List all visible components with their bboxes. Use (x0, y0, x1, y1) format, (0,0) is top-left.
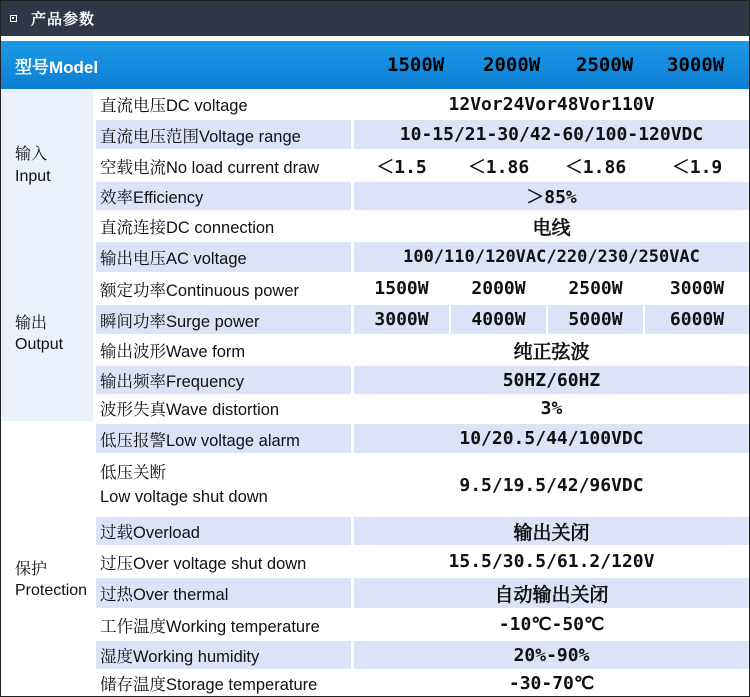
spec-name: 低压报警Low voltage alarm (96, 424, 351, 453)
spec-value: ＞85% (354, 182, 749, 210)
spec-name: 过压Over voltage shut down (100, 554, 307, 573)
spec-row-storage-temperature (96, 670, 749, 696)
spec-value: 输出关闭 (354, 517, 749, 545)
group-output-zh: 输出 (15, 315, 48, 332)
spec-name: 额定功率Continuous power (100, 281, 299, 300)
spec-name: 储存温度Storage temperature (100, 676, 318, 694)
spec-value: 100/110/120VAC/220/230/250VAC (354, 242, 749, 272)
spec-name: 湿度Working humidity (96, 641, 351, 669)
model-header (1, 41, 749, 89)
spec-row-low-voltage-alarm (96, 423, 749, 454)
spec-row-working-temperature (96, 609, 749, 640)
spec-row-over-voltage (96, 546, 749, 577)
spec-name: 输出波形Wave form (100, 343, 246, 361)
spec-row-dc-voltage (96, 89, 749, 119)
square-bullet-icon (10, 15, 17, 22)
spec-row-overload (96, 516, 749, 546)
spec-row-no-load-current (96, 150, 749, 181)
group-input (1, 89, 93, 241)
spec-value: 10-15/21-30/42-60/100-120VDC (354, 120, 749, 149)
model-2500w: 2500W (576, 54, 634, 76)
spec-value: -30-70℃ (508, 672, 595, 694)
spec-row-working-humidity (96, 640, 749, 670)
spec-row-wave-distortion (96, 395, 749, 421)
group-output-en: Output (15, 336, 64, 353)
spec-name: 输出频率Frequency (96, 366, 351, 394)
group-output (1, 241, 93, 421)
spec-name: 直流电压范围Voltage range (96, 120, 351, 149)
group-protection (1, 421, 93, 696)
spec-value: 9.5/19.5/42/96VDC (459, 474, 644, 496)
spec-cell-1500w: 3000W (354, 305, 449, 334)
spec-cell-2500w: 2500W (568, 278, 623, 299)
spec-cell-3000w: ＜1.9 (671, 156, 723, 178)
spec-name: 直流电压DC voltage (100, 97, 248, 115)
spec-name: 效率Efficiency (96, 182, 351, 210)
spec-row-over-thermal (96, 577, 749, 609)
spec-cell-3000w: 3000W (669, 278, 725, 299)
spec-cell-1500w: ＜1.5 (376, 156, 427, 178)
spec-value: 50HZ/60HZ (354, 366, 749, 394)
spec-cell-2000w: ＜1.86 (467, 156, 530, 178)
group-protection-zh: 保护 (15, 561, 48, 578)
spec-name-en: Low voltage shut down (100, 488, 268, 506)
spec-row-efficiency (96, 181, 749, 211)
spec-value: 自动输出关闭 (354, 578, 749, 608)
group-protection-en: Protection (15, 582, 88, 599)
spec-cell-2500w: ＜1.86 (564, 156, 627, 178)
spec-name: 波形失真Wave distortion (100, 401, 280, 419)
group-input-zh: 输入 (15, 146, 48, 163)
model-header-label: 型号Model (15, 57, 99, 77)
spec-name: 工作温度Working temperature (100, 617, 320, 636)
group-input-en: Input (15, 168, 51, 185)
spec-name-zh: 低压关断 (100, 464, 166, 482)
spec-row-frequency (96, 365, 749, 395)
spec-value: 10/20.5/44/100VDC (354, 424, 749, 453)
spec-cell-3000w: 6000W (645, 305, 749, 334)
spec-name: 空载电流No load current draw (100, 158, 320, 177)
spec-cell-2500w: 5000W (548, 305, 643, 334)
spec-cell-1500w: 1500W (374, 278, 429, 299)
spec-row-surge-power (96, 304, 749, 335)
spec-name: 过热Over thermal (96, 578, 351, 608)
spec-name: 瞬间功率Surge power (96, 305, 351, 334)
title-bar (1, 1, 749, 36)
spec-row-dc-connection (96, 211, 749, 241)
spec-value: 12Vor24Vor48Vor110V (448, 93, 655, 115)
spec-cell-2000w: 4000W (451, 305, 546, 334)
spec-name (96, 455, 351, 515)
spec-row-voltage-range (96, 119, 749, 150)
model-3000w: 3000W (667, 54, 725, 76)
spec-name: 直流连接DC connection (100, 219, 275, 237)
spec-name: 过载Overload (96, 517, 351, 545)
spec-value: -10℃-50℃ (498, 614, 605, 635)
spec-value: 3% (540, 397, 563, 419)
column-divider (93, 89, 96, 696)
spec-row-wave-form (96, 335, 749, 365)
model-2000w: 2000W (483, 54, 541, 76)
spec-name: 输出电压AC voltage (96, 242, 351, 272)
spec-value: 电线 (532, 216, 571, 239)
page-title: 产品参数 (31, 10, 96, 28)
model-1500w: 1500W (387, 54, 445, 76)
spec-value: 纯正弦波 (513, 340, 590, 363)
spec-cell-2000w: 2000W (471, 278, 526, 299)
spec-value: 20%-90% (354, 641, 749, 669)
spec-value: 15.5/30.5/61.2/120V (448, 551, 655, 572)
spec-row-continuous-power (96, 273, 749, 304)
spec-row-ac-voltage (96, 241, 749, 273)
spec-row-low-voltage-shutdown (96, 454, 749, 516)
